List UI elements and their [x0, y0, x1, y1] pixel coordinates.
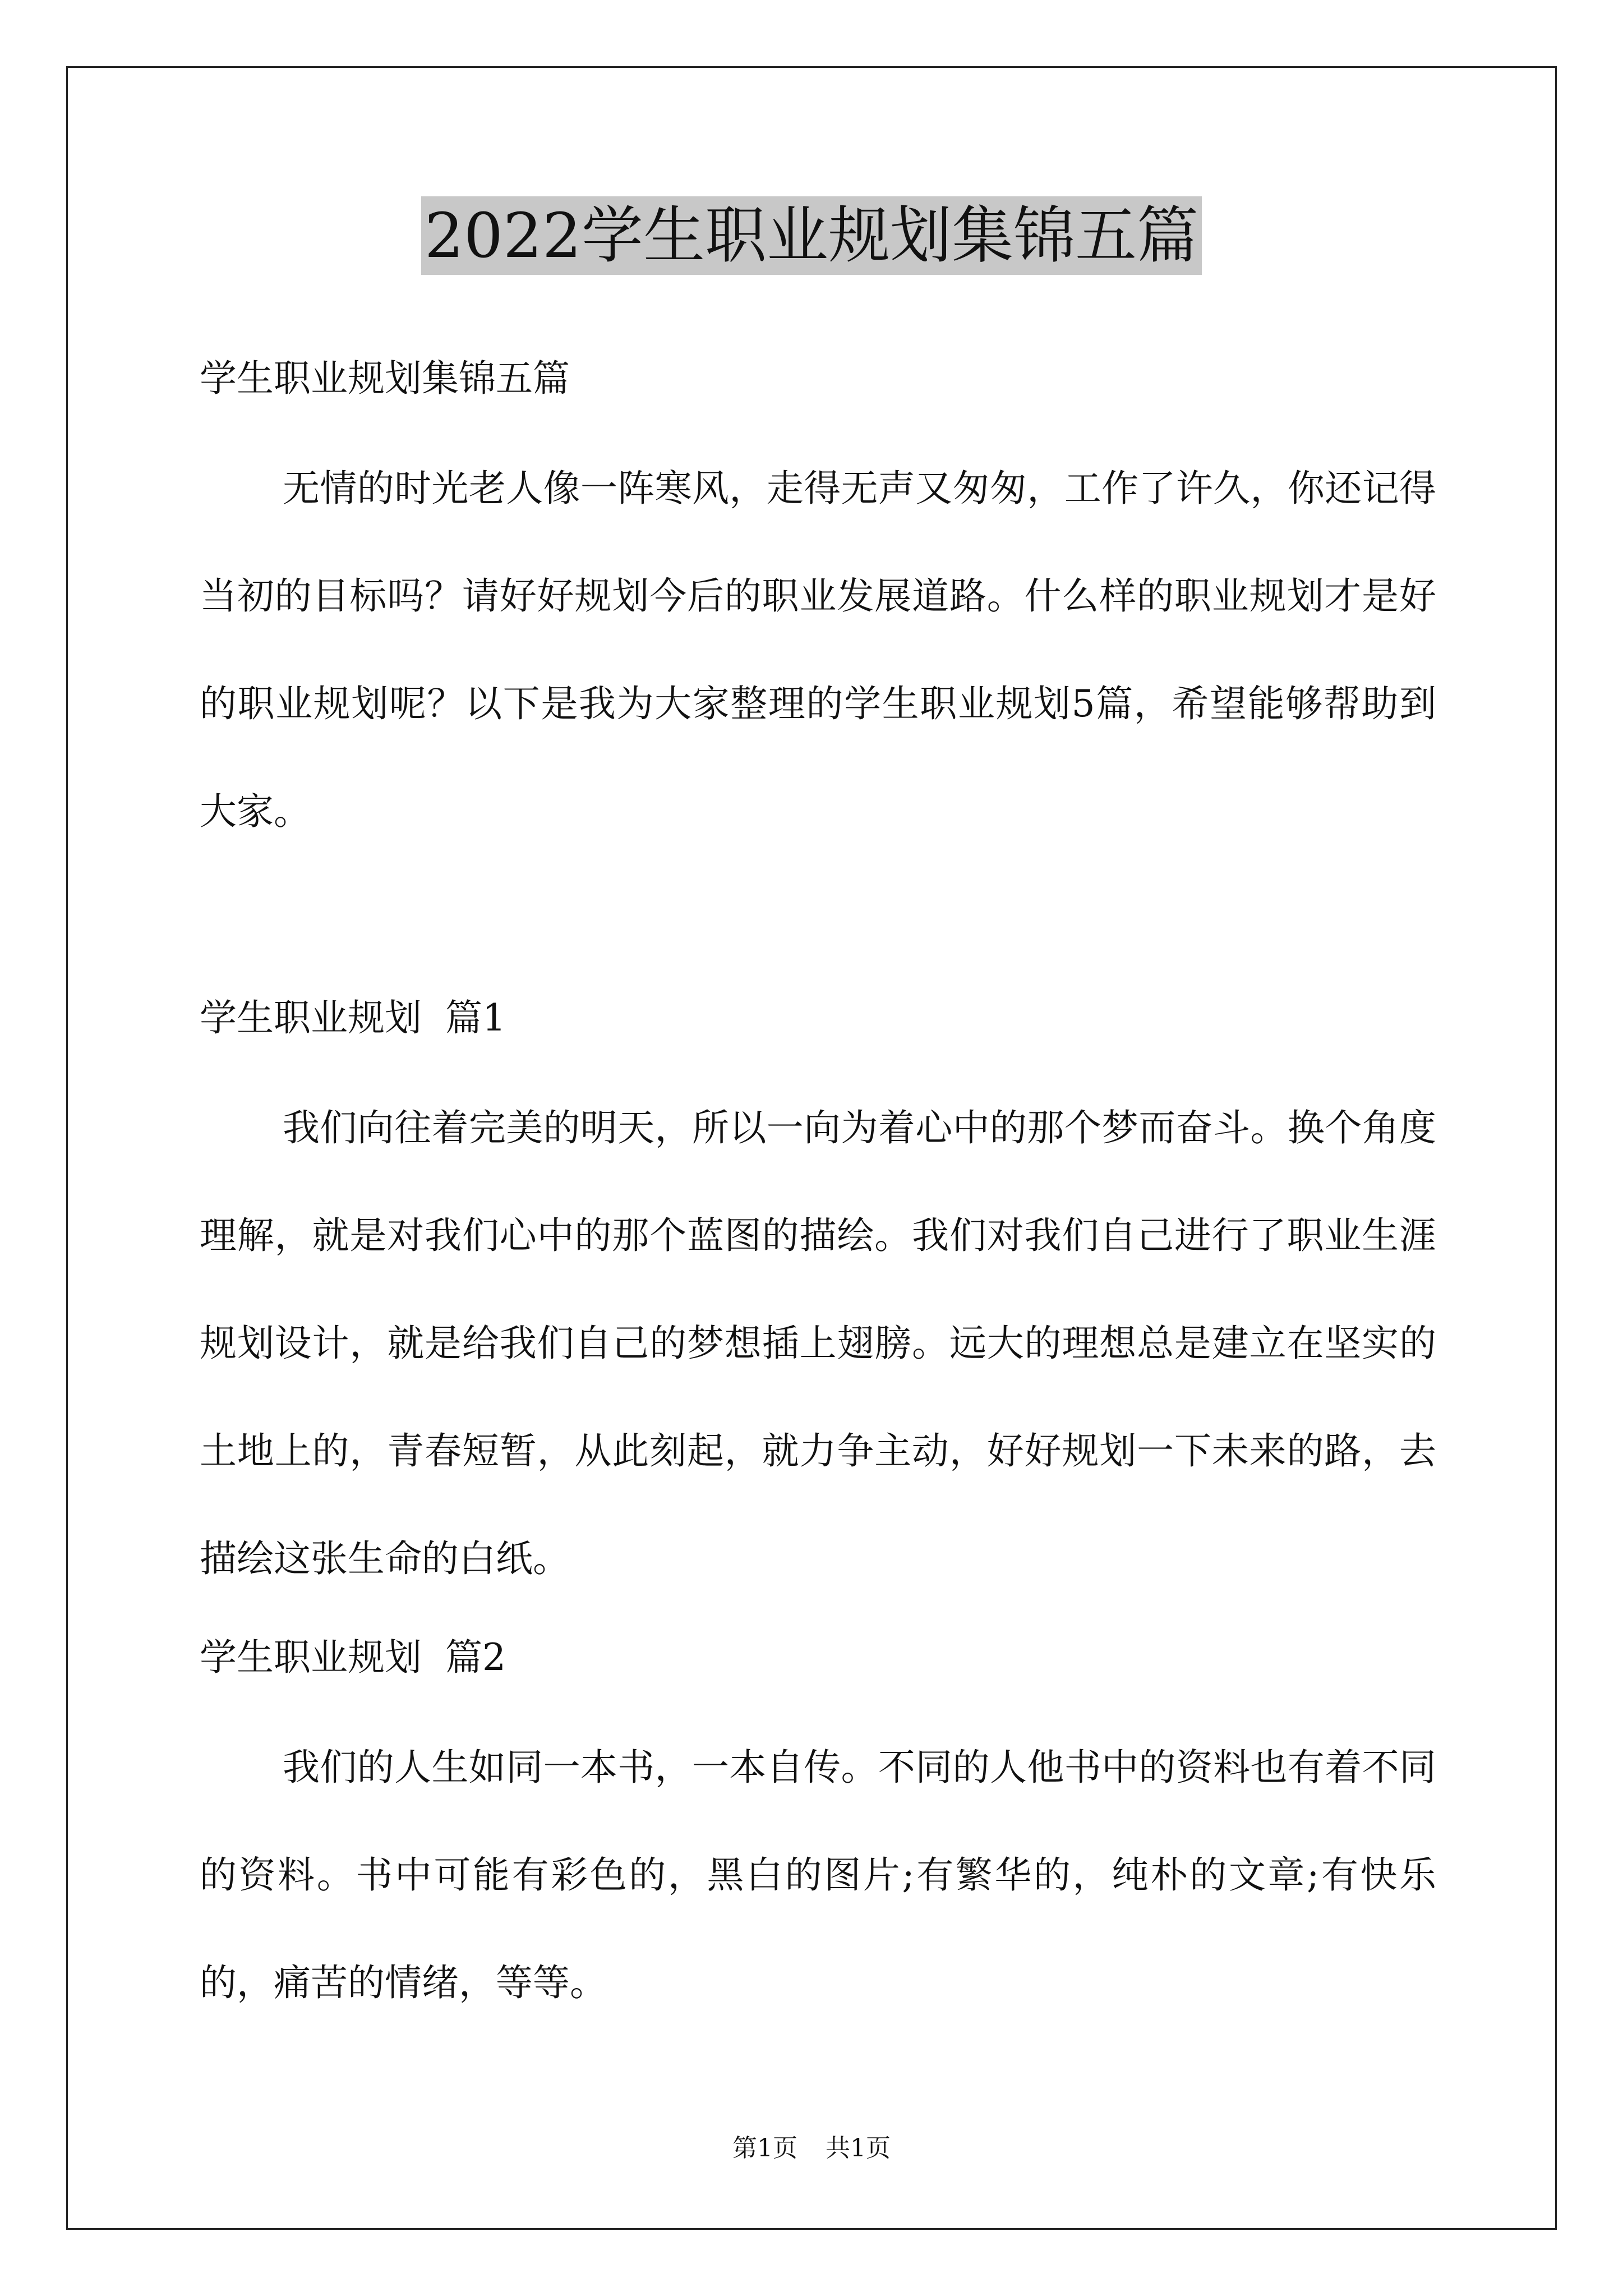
section-1-heading: 学生职业规划 篇1	[200, 996, 506, 1039]
document-title	[0, 196, 1623, 275]
page-footer	[0, 2132, 1623, 2165]
section-2-heading: 学生职业规划 篇2	[200, 1636, 506, 1679]
page-total: 共1页	[826, 2134, 891, 2162]
page-number: 第1页	[732, 2134, 797, 2162]
section-2-paragraph: 我们的人生如同一本书，一本自传。不同的人他书中的资料也有着不同的资料。书中可能有彩色的，黑白的图片;有繁华的，纯朴的文章;有快乐的，痛苦的情绪，等等。	[200, 1746, 1436, 2004]
title-highlight: 2022学生职业规划集锦五篇	[421, 196, 1202, 275]
section-1-paragraph: 我们向往着完美的明天，所以一向为着心中的那个梦而奋斗。换个角度理解，就是对我们心中的那个蓝图的描绘。我们对我们自己进行了职业生涯规划设计，就是给我们自己的梦想插上翅膀。远大的理想总是建立在坚实的土地上的，青春短暂，从此刻起，就力争主动，好好规划一下未来的路，去描绘这张生命的白纸。	[200, 1106, 1436, 1580]
document-subtitle: 学生职业规划集锦五篇	[200, 357, 570, 400]
intro-paragraph: 无情的时光老人像一阵寒风，走得无声又匆匆，工作了许久，你还记得当初的目标吗？请好好规划今后的职业发展道路。什么样的职业规划才是好的职业规划呢？以下是我为大家整理的学生职业规划5篇，希望能够帮助到大家。	[200, 467, 1436, 833]
